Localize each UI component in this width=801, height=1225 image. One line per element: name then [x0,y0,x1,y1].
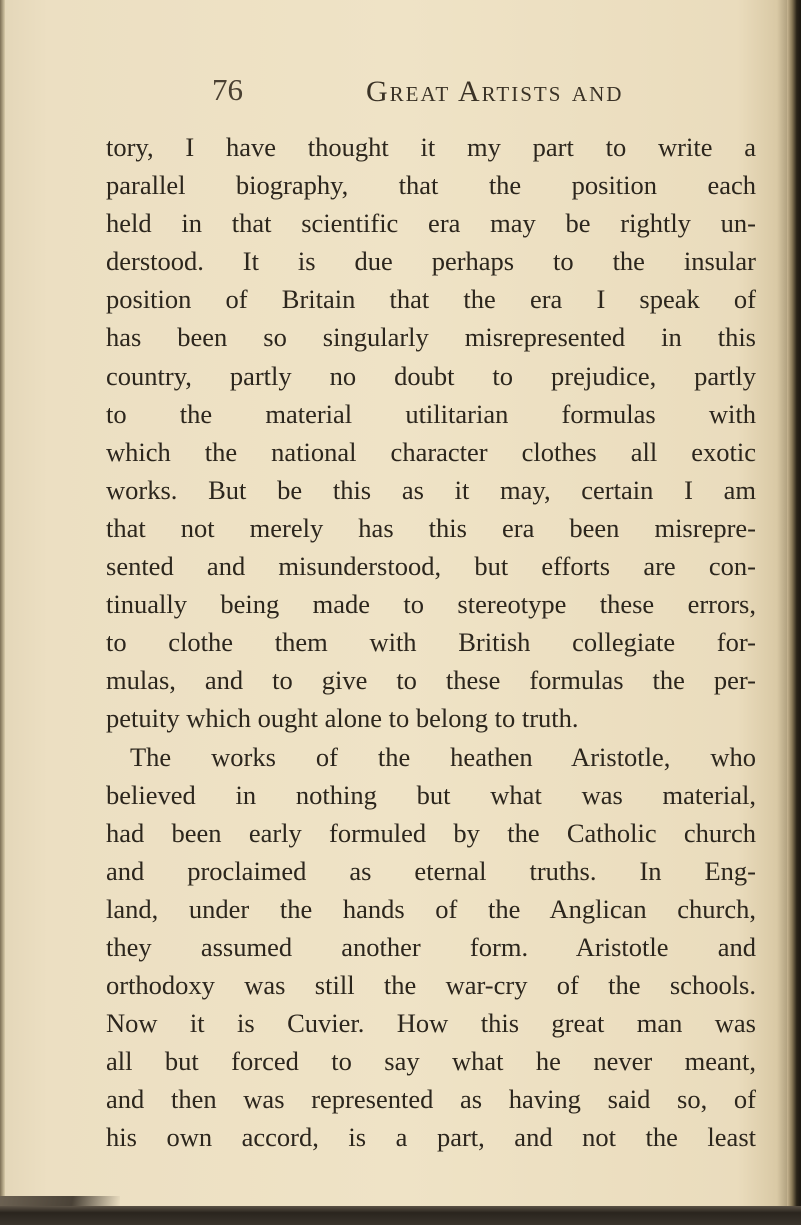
text-line: his own accord, is a part, and not the least [106,1122,756,1153]
page-right-edge [787,0,801,1225]
running-head [212,72,632,112]
text-line: had been early formuled by the Catholic church [106,817,756,848]
text-line: derstood. It is due perhaps to the insular [106,246,756,277]
text-line: mulas, and to give to these formulas the per- [106,665,756,696]
text-line: parallel biography, that the position each [106,170,756,201]
text-line: land, under the hands of the Anglican church, [106,893,756,924]
page-number: 76 [212,72,243,107]
body-text [106,128,756,1157]
text-line: to the material utilitarian formulas with [106,398,756,429]
text-line: The works of the heathen Aristotle, who [130,741,756,772]
text-line: has been so singularly misrepresented in this [106,322,756,353]
text-line: Now it is Cuvier. How this great man was [106,1008,756,1039]
page-bottom-edge [0,1206,801,1225]
text-line: they assumed another form. Aristotle and [106,931,756,962]
text-line: all but forced to say what he never meant, [106,1046,756,1077]
text-line: which the national character clothes all exotic [106,436,756,467]
text-line: sented and misunderstood, but efforts are con- [106,551,756,582]
running-head-title: Great Artists and [366,75,624,108]
text-line: tory, I have thought it my part to write a [106,132,756,162]
page-left-edge [0,0,5,1225]
text-line: tinually being made to stereotype these errors, [106,589,756,620]
text-line: works. But be this as it may, certain I am [106,474,756,505]
text-line: held in that scientific era may be rightly un- [106,208,756,239]
text-line: country, partly no doubt to prejudice, partly [106,360,756,391]
text-line: believed in nothing but what was material, [106,779,756,810]
text-line: and then was represented as having said so, of [106,1084,756,1115]
text-line: petuity which ought alone to belong to truth. [106,703,579,734]
text-line: to clothe them with British collegiate for- [106,627,756,658]
text-line: orthodoxy was still the war-cry of the schools. [106,970,756,1001]
text-line: position of Britain that the era I speak of [106,284,756,315]
text-line: that not merely has this era been misrepre- [106,512,756,543]
text-line: and proclaimed as eternal truths. In Eng- [106,855,756,886]
